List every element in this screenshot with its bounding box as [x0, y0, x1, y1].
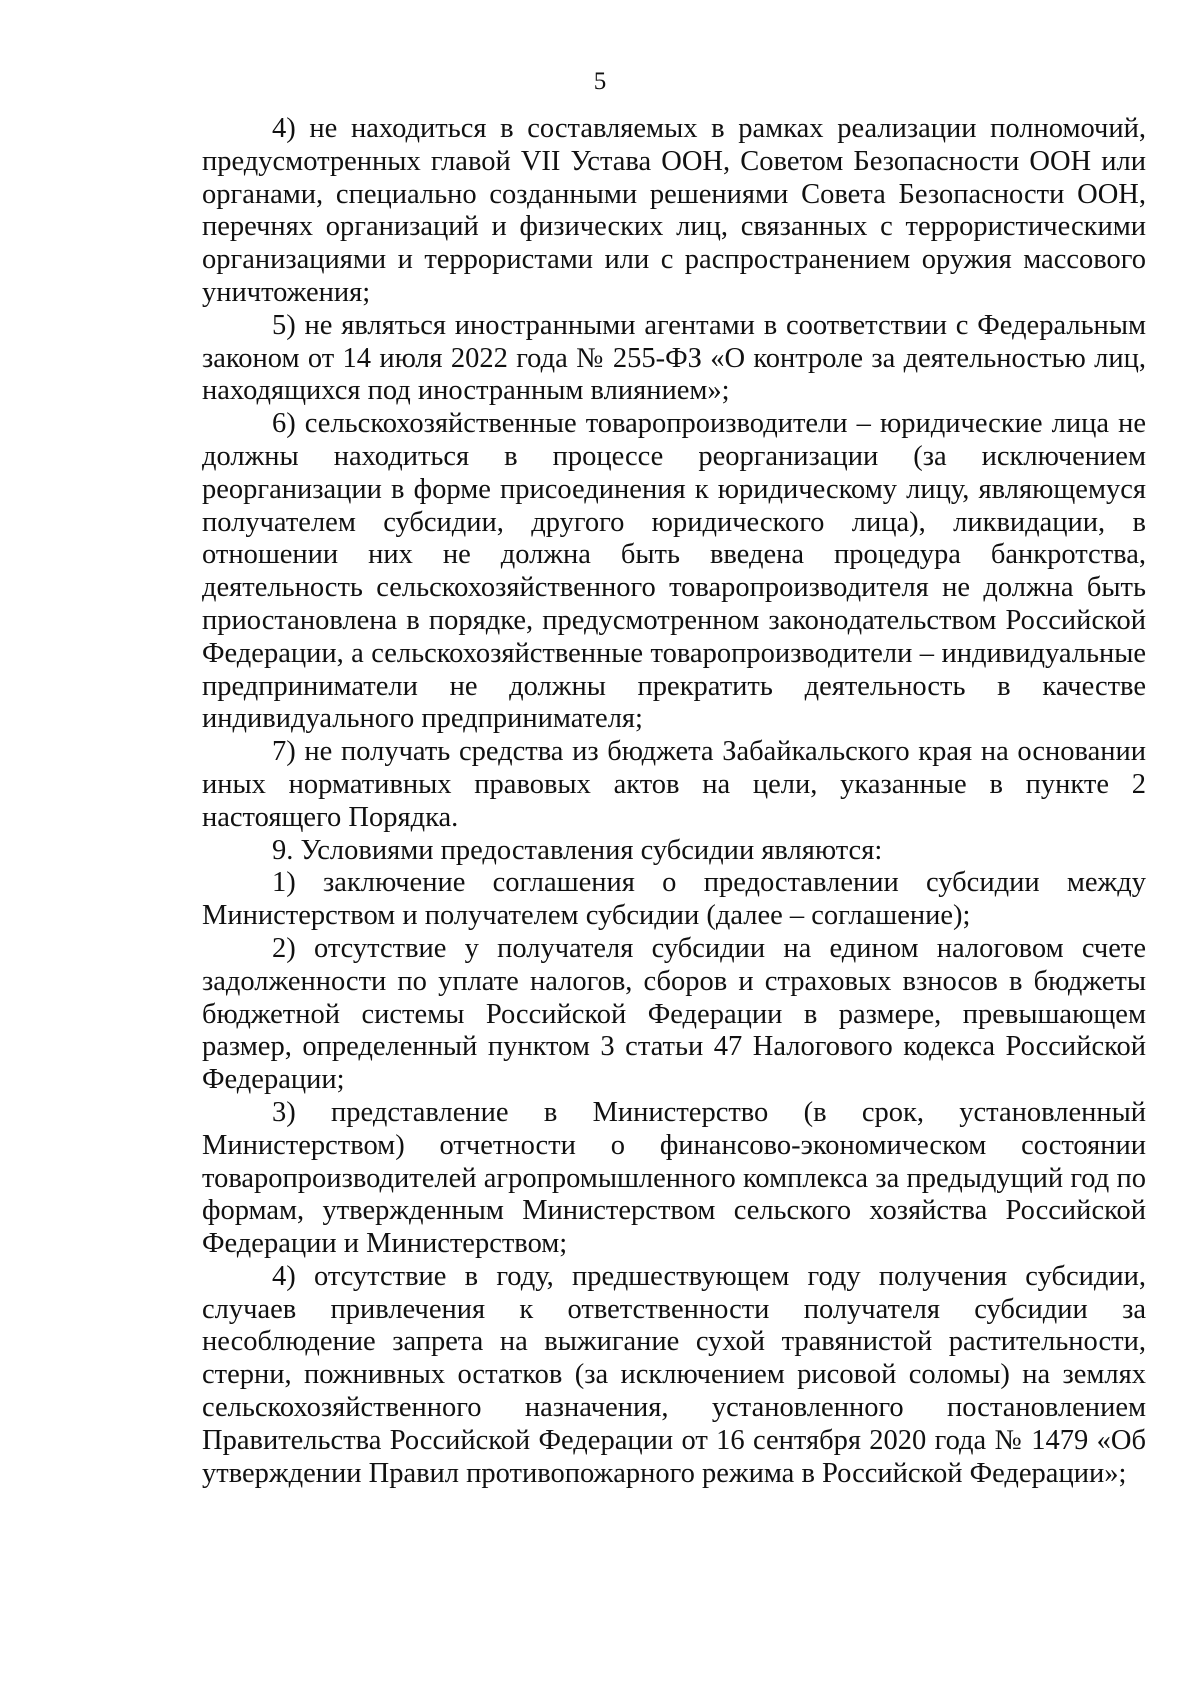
paragraph-item-7: 7) не получать средства из бюджета Забайкальского края на основании иных нормативных правовых актов на цели, указанные в пункте 2 настоящего Порядка. — [202, 736, 1146, 833]
paragraph-section-9: 9. Условиями предоставления субсидии являются: — [272, 834, 883, 866]
page-number: 5 — [593, 68, 607, 95]
paragraph-condition-4: 4) отсутствие в году, предшествующем году получения субсидии, случаев привлечения к ответственности получателя субсидии за несоблюдение запрета на выжигание сухой травянистой растительности, стерни, пожнивных остатков (за исключением рисовой соломы) на землях сельскохозяйственного назначения, установленного постановлением Правительства Российской Федерации от 16 сентября 2020 года № 1479 «Об утверждении Правил противопожарного режима в Российской Федерации»; — [202, 1260, 1146, 1489]
paragraph-item-6: 6) сельскохозяйственные товаропроизводители – юридические лица не должны находиться в процессе реорганизации (за исключением реорганизации в форме присоединения к юридическому лицу, являющемуся получателем субсидии, другого юридического лица), ликвидации, в отношении них не должна быть введена процедура банкротства, деятельность сельскохозяйственного товаропроизводителя не должна быть приостановлена в порядке, предусмотренном законодательством Российской Федерации, а сельскохозяйственные товаропроизводители – индивидуальные предприниматели не должны прекратить деятельность в качестве индивидуального предпринимателя; — [202, 408, 1146, 735]
paragraph-condition-2: 2) отсутствие у получателя субсидии на едином налоговом счете задолженности по уплате налогов, сборов и страховых взносов в бюджеты бюджетной системы Российской Федерации в размере, превышающем размер, определенный пунктом 3 статьи 47 Налогового кодекса Российской Федерации; — [202, 932, 1146, 1096]
document-body — [202, 113, 1146, 1490]
paragraph-condition-3: 3) представление в Министерство (в срок, установленный Министерством) отчетности о финансово-экономическом состоянии товаропроизводителей агропромышленного комплекса за предыдущий год по формам, утвержденным Министерством сельского хозяйства Российской Федерации и Министерством; — [202, 1096, 1146, 1260]
paragraph-condition-1: 1) заключение соглашения о предоставлении субсидии между Министерством и получателем субсидии (далее – соглашение); — [202, 867, 1146, 932]
paragraph-item-4: 4) не находиться в составляемых в рамках реализации полномочий, предусмотренных главой VII Устава ООН, Советом Безопасности ООН или органами, специально созданными решениями Совета Безопасности ООН, перечнях организаций и физических лиц, связанных с террористическими организациями и террористами или с распространением оружия массового уничтожения; — [202, 113, 1146, 308]
paragraph-item-5: 5) не являться иностранными агентами в соответствии с Федеральным законом от 14 июля 2022 года № 255-ФЗ «О контроле за деятельностью лиц, находящихся под иностранным влиянием»; — [202, 309, 1146, 407]
